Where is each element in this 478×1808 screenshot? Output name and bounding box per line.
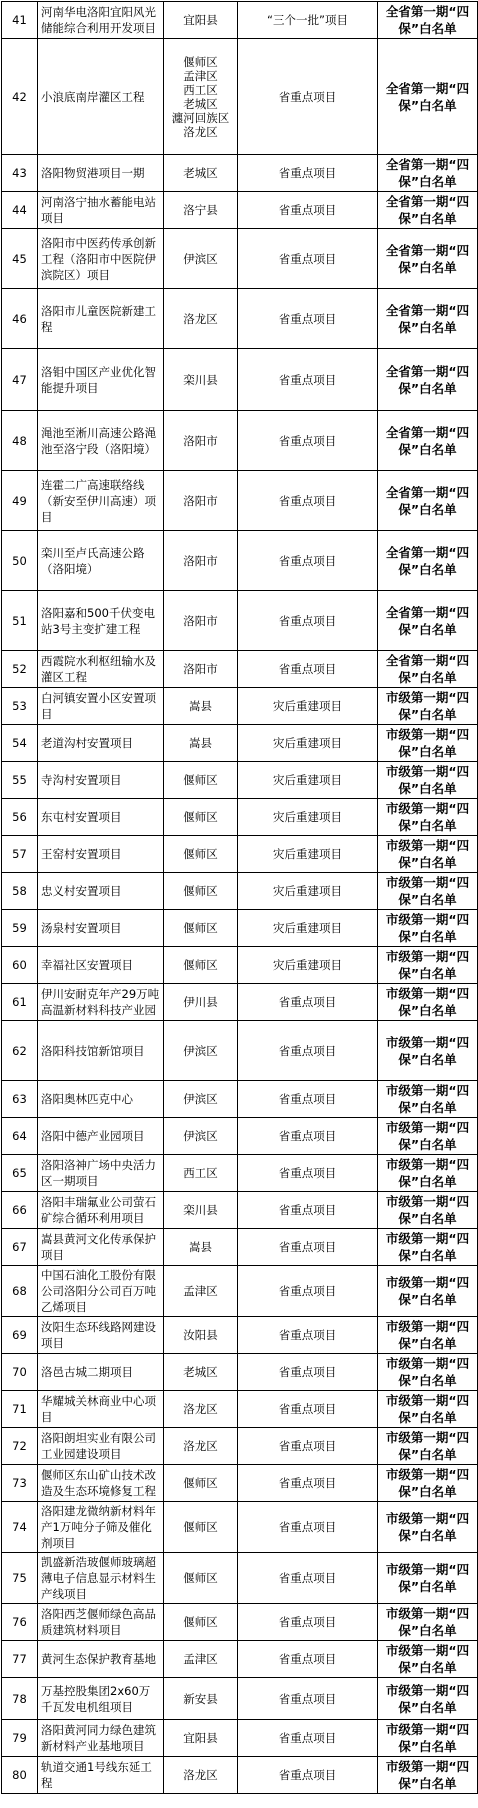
row-number: 47 bbox=[2, 349, 38, 411]
row-number: 63 bbox=[2, 1081, 38, 1118]
project-area bbox=[164, 1192, 238, 1229]
area-line: 西工区 bbox=[183, 1166, 218, 1180]
project-type: 省重点项目 bbox=[238, 591, 378, 651]
project-type: 省重点项目 bbox=[238, 349, 378, 411]
area-line: 栾川县 bbox=[183, 372, 218, 387]
table-row bbox=[2, 471, 478, 531]
row-number: 44 bbox=[2, 192, 38, 229]
project-type: 省重点项目 bbox=[238, 1391, 378, 1428]
area-line: 老城区 bbox=[183, 1365, 218, 1379]
table-row bbox=[2, 1428, 478, 1465]
project-type: 灾后重建项目 bbox=[238, 725, 378, 762]
project-type: 省重点项目 bbox=[238, 651, 378, 688]
row-number: 67 bbox=[2, 1229, 38, 1266]
whitelist-category: 市级第一期“四保”白名单 bbox=[378, 1465, 478, 1502]
project-area bbox=[164, 1266, 238, 1317]
table-row bbox=[2, 1192, 478, 1229]
whitelist-category: 市级第一期“四保”白名单 bbox=[378, 725, 478, 762]
whitelist-category: 全省第一期“四保”白名单 bbox=[378, 531, 478, 591]
project-name: 寺沟村安置项目 bbox=[38, 762, 164, 799]
area-line: 伊滨区 bbox=[183, 1092, 218, 1106]
project-name: 洛钼中国区产业优化智能提升项目 bbox=[38, 349, 164, 411]
row-number: 62 bbox=[2, 1021, 38, 1081]
project-name: 嵩县黄河文化传承保护项目 bbox=[38, 1229, 164, 1266]
whitelist-category: 市级第一期“四保”白名单 bbox=[378, 1081, 478, 1118]
project-name: 老道沟村安置项目 bbox=[38, 725, 164, 762]
whitelist-category: 全省第一期“四保”白名单 bbox=[378, 2, 478, 39]
whitelist-category: 全省第一期“四保”白名单 bbox=[378, 229, 478, 289]
area-line: 汝阳县 bbox=[183, 1328, 218, 1342]
project-name: 洛阳黄河同力绿色建筑新材料产业基地项目 bbox=[38, 1720, 164, 1757]
area-line: 洛龙区 bbox=[183, 311, 218, 326]
whitelist-category: 全省第一期“四保”白名单 bbox=[378, 39, 478, 155]
table-row bbox=[2, 1678, 478, 1720]
row-number: 46 bbox=[2, 289, 38, 349]
table-row bbox=[2, 873, 478, 910]
table-row bbox=[2, 836, 478, 873]
project-area bbox=[164, 947, 238, 984]
project-type: 省重点项目 bbox=[238, 984, 378, 1021]
row-number: 57 bbox=[2, 836, 38, 873]
project-type: 省重点项目 bbox=[238, 531, 378, 591]
whitelist-category: 市级第一期“四保”白名单 bbox=[378, 984, 478, 1021]
project-name: 洛阳建龙微纳新材料年产1万吨分子筛及催化剂项目 bbox=[38, 1502, 164, 1553]
row-number: 75 bbox=[2, 1553, 38, 1604]
row-number: 76 bbox=[2, 1604, 38, 1641]
project-type: 省重点项目 bbox=[238, 1757, 378, 1794]
project-type: 省重点项目 bbox=[238, 1641, 378, 1678]
area-line: 洛龙区 bbox=[183, 1439, 218, 1453]
table-row bbox=[2, 1317, 478, 1354]
area-line: 嵩县 bbox=[189, 736, 212, 750]
project-area bbox=[164, 1720, 238, 1757]
row-number: 64 bbox=[2, 1118, 38, 1155]
project-area bbox=[164, 1465, 238, 1502]
project-name: 洛阳丰瑞氟业公司萤石矿综合循环利用项目 bbox=[38, 1192, 164, 1229]
area-line: 洛龙区 bbox=[183, 1402, 218, 1416]
whitelist-category: 市级第一期“四保”白名单 bbox=[378, 873, 478, 910]
area-line: 老城区 bbox=[183, 96, 218, 111]
project-name: 凯盛新浩玻偃师玻璃超薄电子信息显示材料生产线项目 bbox=[38, 1553, 164, 1604]
project-type: 省重点项目 bbox=[238, 1720, 378, 1757]
project-name: 渑池至淅川高速公路渑池至洛宁段（洛阳境） bbox=[38, 411, 164, 471]
area-line: 洛阳市 bbox=[183, 613, 218, 628]
project-area bbox=[164, 762, 238, 799]
project-area bbox=[164, 1391, 238, 1428]
project-area bbox=[164, 1155, 238, 1192]
project-name: 洛阳嘉和500千伏变电站3号主变扩建工程 bbox=[38, 591, 164, 651]
project-area bbox=[164, 1553, 238, 1604]
area-line: 新安县 bbox=[183, 1691, 218, 1706]
whitelist-category: 市级第一期“四保”白名单 bbox=[378, 1192, 478, 1229]
area-line: 孟津区 bbox=[183, 1284, 218, 1298]
whitelist-category: 市级第一期“四保”白名单 bbox=[378, 1155, 478, 1192]
project-type: 省重点项目 bbox=[238, 39, 378, 155]
row-number: 69 bbox=[2, 1317, 38, 1354]
area-line: 伊川县 bbox=[183, 995, 218, 1009]
project-name: 洛阳市儿童医院新建工程 bbox=[38, 289, 164, 349]
table-row bbox=[2, 1604, 478, 1641]
project-type: 省重点项目 bbox=[238, 1081, 378, 1118]
row-number: 78 bbox=[2, 1678, 38, 1720]
table-row bbox=[2, 155, 478, 192]
project-name: 白河镇安置小区安置项目 bbox=[38, 688, 164, 725]
table-row bbox=[2, 947, 478, 984]
project-area bbox=[164, 1428, 238, 1465]
project-name: 汤泉村安置项目 bbox=[38, 910, 164, 947]
row-number: 48 bbox=[2, 411, 38, 471]
project-type: 省重点项目 bbox=[238, 471, 378, 531]
whitelist-category: 市级第一期“四保”白名单 bbox=[378, 1317, 478, 1354]
whitelist-category: 市级第一期“四保”白名单 bbox=[378, 1757, 478, 1794]
whitelist-category: 全省第一期“四保”白名单 bbox=[378, 155, 478, 192]
area-line: 洛阳市 bbox=[183, 553, 218, 568]
area-line: 偃师区 bbox=[183, 810, 218, 824]
project-name: 伊川安耐克年产29万吨高温新材料科技产业园 bbox=[38, 984, 164, 1021]
table-row bbox=[2, 1229, 478, 1266]
project-type: 省重点项目 bbox=[238, 1502, 378, 1553]
project-type: 省重点项目 bbox=[238, 1021, 378, 1081]
row-number: 65 bbox=[2, 1155, 38, 1192]
area-line: 嵩县 bbox=[189, 699, 212, 713]
project-area bbox=[164, 651, 238, 688]
row-number: 66 bbox=[2, 1192, 38, 1229]
project-area bbox=[164, 1118, 238, 1155]
table-row bbox=[2, 192, 478, 229]
project-name: 偃师区东山矿山技术改造及生态环境修复工程 bbox=[38, 1465, 164, 1502]
project-type: 省重点项目 bbox=[238, 1192, 378, 1229]
project-type: 省重点项目 bbox=[238, 1354, 378, 1391]
table-row bbox=[2, 1354, 478, 1391]
area-line: 偃师区 bbox=[183, 1520, 218, 1534]
table-row bbox=[2, 229, 478, 289]
project-area bbox=[164, 1641, 238, 1678]
project-name: 东屯村安置项目 bbox=[38, 799, 164, 836]
area-line: 偃师区 bbox=[183, 884, 218, 898]
project-type: 省重点项目 bbox=[238, 1118, 378, 1155]
whitelist-category: 市级第一期“四保”白名单 bbox=[378, 947, 478, 984]
project-area bbox=[164, 1317, 238, 1354]
project-name: 幸福社区安置项目 bbox=[38, 947, 164, 984]
table-row bbox=[2, 1502, 478, 1553]
area-line: 嵩县 bbox=[189, 1240, 212, 1254]
project-name: 西霞院水利枢纽输水及灌区工程 bbox=[38, 651, 164, 688]
project-type: 省重点项目 bbox=[238, 1266, 378, 1317]
whitelist-category: 市级第一期“四保”白名单 bbox=[378, 1266, 478, 1317]
area-line: 宜阳县 bbox=[183, 13, 218, 27]
table-row bbox=[2, 349, 478, 411]
project-area bbox=[164, 591, 238, 651]
project-area bbox=[164, 688, 238, 725]
project-area bbox=[164, 873, 238, 910]
project-area bbox=[164, 725, 238, 762]
project-type: 灾后重建项目 bbox=[238, 836, 378, 873]
table-row bbox=[2, 2, 478, 39]
project-type: 灾后重建项目 bbox=[238, 688, 378, 725]
table-row bbox=[2, 799, 478, 836]
project-area bbox=[164, 155, 238, 192]
project-type: 省重点项目 bbox=[238, 1678, 378, 1720]
whitelist-category: 市级第一期“四保”白名单 bbox=[378, 910, 478, 947]
area-line: 偃师区 bbox=[183, 921, 218, 935]
table-row bbox=[2, 39, 478, 155]
whitelist-category: 全省第一期“四保”白名单 bbox=[378, 411, 478, 471]
project-type: 灾后重建项目 bbox=[238, 873, 378, 910]
project-type: 灾后重建项目 bbox=[238, 947, 378, 984]
row-number: 56 bbox=[2, 799, 38, 836]
project-area bbox=[164, 799, 238, 836]
area-line: 孟津区 bbox=[183, 1652, 218, 1666]
table-row bbox=[2, 1720, 478, 1757]
table-row bbox=[2, 725, 478, 762]
area-line: 偃师区 bbox=[183, 1615, 218, 1629]
project-name: 黄河生态保护教育基地 bbox=[38, 1641, 164, 1678]
project-type: 省重点项目 bbox=[238, 1553, 378, 1604]
table-row bbox=[2, 1081, 478, 1118]
row-number: 71 bbox=[2, 1391, 38, 1428]
area-line: 伊滨区 bbox=[183, 1129, 218, 1143]
project-name: 王窑村安置项目 bbox=[38, 836, 164, 873]
whitelist-category: 市级第一期“四保”白名单 bbox=[378, 1229, 478, 1266]
table-row bbox=[2, 1021, 478, 1081]
row-number: 52 bbox=[2, 651, 38, 688]
project-name: 洛阳奥林匹克中心 bbox=[38, 1081, 164, 1118]
whitelist-category: 市级第一期“四保”白名单 bbox=[378, 836, 478, 873]
project-type: 灾后重建项目 bbox=[238, 799, 378, 836]
project-name: 华耀城关林商业中心项目 bbox=[38, 1391, 164, 1428]
project-type: 省重点项目 bbox=[238, 1155, 378, 1192]
row-number: 54 bbox=[2, 725, 38, 762]
project-type: 省重点项目 bbox=[238, 289, 378, 349]
table-row bbox=[2, 1641, 478, 1678]
project-name: 忠义村安置项目 bbox=[38, 873, 164, 910]
table-row bbox=[2, 984, 478, 1021]
project-type: 灾后重建项目 bbox=[238, 762, 378, 799]
whitelist-category: 全省第一期“四保”白名单 bbox=[378, 192, 478, 229]
whitelist-category: 市级第一期“四保”白名单 bbox=[378, 1021, 478, 1081]
project-area bbox=[164, 1021, 238, 1081]
project-type: 省重点项目 bbox=[238, 1428, 378, 1465]
project-area bbox=[164, 1502, 238, 1553]
project-type: 省重点项目 bbox=[238, 1317, 378, 1354]
whitelist-category: 市级第一期“四保”白名单 bbox=[378, 1502, 478, 1553]
project-type: 省重点项目 bbox=[238, 229, 378, 289]
row-number: 42 bbox=[2, 39, 38, 155]
project-type: 灾后重建项目 bbox=[238, 910, 378, 947]
project-area bbox=[164, 349, 238, 411]
row-number: 51 bbox=[2, 591, 38, 651]
project-area bbox=[164, 192, 238, 229]
project-type: 省重点项目 bbox=[238, 155, 378, 192]
whitelist-category: 市级第一期“四保”白名单 bbox=[378, 688, 478, 725]
area-line: 洛龙区 bbox=[183, 1768, 218, 1782]
row-number: 53 bbox=[2, 688, 38, 725]
project-area bbox=[164, 531, 238, 591]
project-name: 洛阳科技馆新馆项目 bbox=[38, 1021, 164, 1081]
row-number: 72 bbox=[2, 1428, 38, 1465]
table-row bbox=[2, 910, 478, 947]
project-name: 小浪底南岸灌区工程 bbox=[38, 39, 164, 155]
whitelist-category: 市级第一期“四保”白名单 bbox=[378, 1118, 478, 1155]
row-number: 43 bbox=[2, 155, 38, 192]
project-name: 连霍二广高速联络线（新安至伊川高速）项目 bbox=[38, 471, 164, 531]
row-number: 41 bbox=[2, 2, 38, 39]
project-area bbox=[164, 289, 238, 349]
area-line: 伊滨区 bbox=[183, 1043, 218, 1058]
table-body bbox=[2, 2, 478, 1794]
area-line: 偃师区 bbox=[183, 54, 218, 69]
area-line: 伊滨区 bbox=[183, 251, 218, 266]
project-area bbox=[164, 1757, 238, 1794]
row-number: 49 bbox=[2, 471, 38, 531]
row-number: 60 bbox=[2, 947, 38, 984]
whitelist-category: 市级第一期“四保”白名单 bbox=[378, 1678, 478, 1720]
whitelist-category: 市级第一期“四保”白名单 bbox=[378, 1641, 478, 1678]
project-name: 洛阳西芝偃师绿色高品质建筑材料项目 bbox=[38, 1604, 164, 1641]
table-row bbox=[2, 1757, 478, 1794]
whitelist-category: 市级第一期“四保”白名单 bbox=[378, 1391, 478, 1428]
project-area bbox=[164, 39, 238, 155]
table-row bbox=[2, 1155, 478, 1192]
project-area bbox=[164, 910, 238, 947]
project-type: “三个一批”项目 bbox=[238, 2, 378, 39]
row-number: 50 bbox=[2, 531, 38, 591]
project-area bbox=[164, 229, 238, 289]
area-line: 洛阳市 bbox=[183, 662, 218, 676]
whitelist-category: 市级第一期“四保”白名单 bbox=[378, 1354, 478, 1391]
whitelist-category: 市级第一期“四保”白名单 bbox=[378, 762, 478, 799]
area-line: 偃师区 bbox=[183, 1571, 218, 1585]
row-number: 73 bbox=[2, 1465, 38, 1502]
row-number: 74 bbox=[2, 1502, 38, 1553]
project-name: 汝阳生态环线路网建设项目 bbox=[38, 1317, 164, 1354]
project-name: 洛阳洛神广场中央活力区一期项目 bbox=[38, 1155, 164, 1192]
table-row bbox=[2, 1391, 478, 1428]
table-row bbox=[2, 688, 478, 725]
area-line: 老城区 bbox=[183, 166, 218, 180]
project-name: 洛阳中德产业园项目 bbox=[38, 1118, 164, 1155]
project-table bbox=[1, 1, 478, 1794]
project-name: 中国石油化工股份有限公司洛阳分公司百万吨乙烯项目 bbox=[38, 1266, 164, 1317]
table-row bbox=[2, 1266, 478, 1317]
project-type: 省重点项目 bbox=[238, 192, 378, 229]
table-row bbox=[2, 531, 478, 591]
project-area bbox=[164, 1354, 238, 1391]
area-line: 偃师区 bbox=[183, 1476, 218, 1490]
area-line: 偃师区 bbox=[183, 847, 218, 861]
project-area bbox=[164, 471, 238, 531]
whitelist-category: 全省第一期“四保”白名单 bbox=[378, 651, 478, 688]
project-area bbox=[164, 984, 238, 1021]
area-line: 洛宁县 bbox=[183, 203, 218, 217]
project-type: 省重点项目 bbox=[238, 411, 378, 471]
table-row bbox=[2, 411, 478, 471]
whitelist-category: 市级第一期“四保”白名单 bbox=[378, 1720, 478, 1757]
row-number: 70 bbox=[2, 1354, 38, 1391]
table-row bbox=[2, 762, 478, 799]
table-row bbox=[2, 591, 478, 651]
table-row bbox=[2, 1553, 478, 1604]
row-number: 77 bbox=[2, 1641, 38, 1678]
row-number: 59 bbox=[2, 910, 38, 947]
row-number: 61 bbox=[2, 984, 38, 1021]
area-line: 洛龙区 bbox=[183, 124, 218, 139]
area-line: 洛阳市 bbox=[183, 493, 218, 508]
project-name: 洛阳市中医药传承创新工程（洛阳市中医院伊滨院区）项目 bbox=[38, 229, 164, 289]
project-name: 洛阳物贸港项目一期 bbox=[38, 155, 164, 192]
project-area bbox=[164, 1604, 238, 1641]
row-number: 58 bbox=[2, 873, 38, 910]
project-name: 栾川至卢氏高速公路（洛阳境） bbox=[38, 531, 164, 591]
whitelist-category: 全省第一期“四保”白名单 bbox=[378, 471, 478, 531]
whitelist-category: 市级第一期“四保”白名单 bbox=[378, 1553, 478, 1604]
table-row bbox=[2, 1465, 478, 1502]
project-area bbox=[164, 411, 238, 471]
area-line: 偃师区 bbox=[183, 773, 218, 787]
area-line: 孟津区 bbox=[183, 68, 218, 83]
project-type: 省重点项目 bbox=[238, 1604, 378, 1641]
project-type: 省重点项目 bbox=[238, 1465, 378, 1502]
project-name: 洛邑古城二期项目 bbox=[38, 1354, 164, 1391]
project-name: 河南洛宁抽水蓄能电站项目 bbox=[38, 192, 164, 229]
project-area bbox=[164, 1081, 238, 1118]
row-number: 55 bbox=[2, 762, 38, 799]
whitelist-category: 全省第一期“四保”白名单 bbox=[378, 289, 478, 349]
project-area bbox=[164, 1678, 238, 1720]
area-line: 栾川县 bbox=[183, 1203, 218, 1217]
whitelist-category: 全省第一期“四保”白名单 bbox=[378, 349, 478, 411]
row-number: 45 bbox=[2, 229, 38, 289]
table-row bbox=[2, 651, 478, 688]
whitelist-category: 全省第一期“四保”白名单 bbox=[378, 591, 478, 651]
project-type: 省重点项目 bbox=[238, 1229, 378, 1266]
row-number: 68 bbox=[2, 1266, 38, 1317]
area-line: 洛阳市 bbox=[183, 433, 218, 448]
whitelist-category: 市级第一期“四保”白名单 bbox=[378, 1604, 478, 1641]
whitelist-category: 市级第一期“四保”白名单 bbox=[378, 799, 478, 836]
project-name: 河南华电洛阳宜阳风光储能综合利用开发项目 bbox=[38, 2, 164, 39]
area-line: 瀍河回族区 bbox=[171, 110, 230, 125]
row-number: 79 bbox=[2, 1720, 38, 1757]
project-area bbox=[164, 2, 238, 39]
project-name: 轨道交通1号线东延工程 bbox=[38, 1757, 164, 1794]
row-number: 80 bbox=[2, 1757, 38, 1794]
area-line: 偃师区 bbox=[183, 958, 218, 972]
project-area bbox=[164, 1229, 238, 1266]
area-line: 宜阳县 bbox=[183, 1731, 218, 1745]
table-row bbox=[2, 289, 478, 349]
project-name: 万基控股集团2x60万千瓦发电机组项目 bbox=[38, 1678, 164, 1720]
project-name: 洛阳朗坦实业有限公司工业园建设项目 bbox=[38, 1428, 164, 1465]
table-row bbox=[2, 1118, 478, 1155]
whitelist-category: 市级第一期“四保”白名单 bbox=[378, 1428, 478, 1465]
area-line: 西工区 bbox=[183, 82, 218, 97]
project-area bbox=[164, 836, 238, 873]
